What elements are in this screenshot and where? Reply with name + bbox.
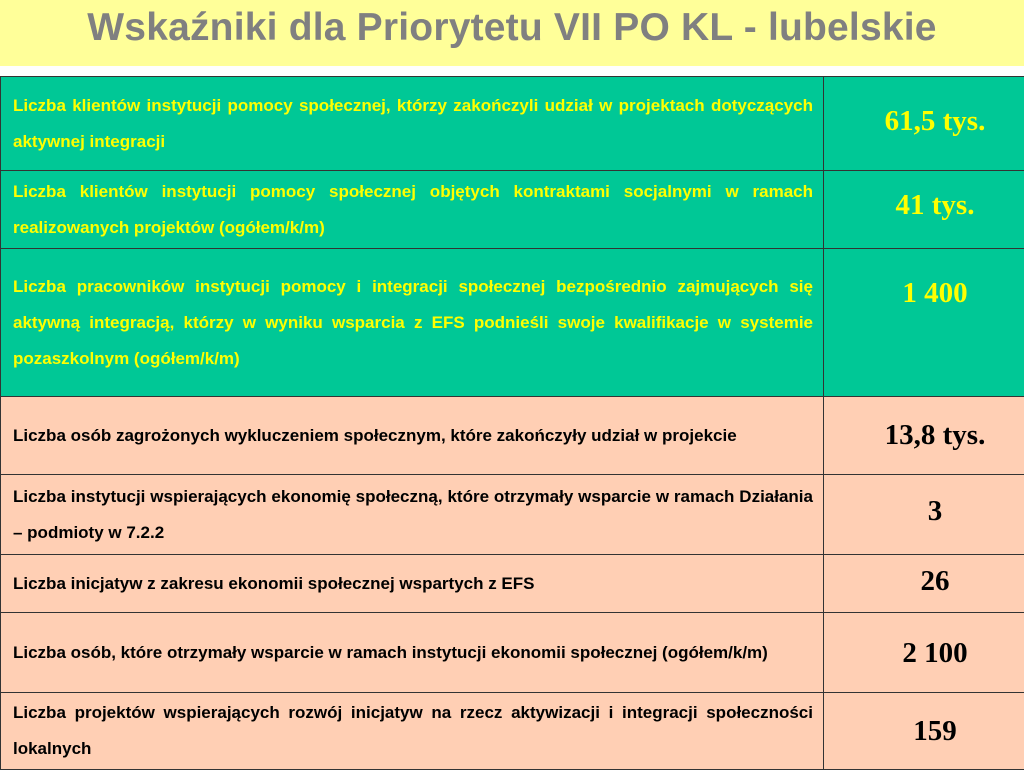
indicator-label: Liczba osób, które otrzymały wsparcie w ramach instytucji ekonomii społecznej (ogółem/k/m) (1, 613, 824, 693)
indicator-label: Liczba osób zagrożonych wykluczeniem społecznym, które zakończyły udział w projekcie (1, 397, 824, 475)
table-row (1, 613, 1024, 693)
indicator-label: Liczba klientów instytucji pomocy społecznej, którzy zakończyli udział w projektach dotyczących aktywnej integracji (1, 77, 824, 171)
indicator-value: 61,5 tys. (824, 77, 1024, 171)
indicator-label: Liczba projektów wspierających rozwój inicjatyw na rzecz aktywizacji i integracji społeczności lokalnych (1, 693, 824, 770)
table-row (1, 171, 1024, 249)
title-bar (0, 0, 1024, 66)
indicator-label: Liczba klientów instytucji pomocy społecznej objętych kontraktami socjalnymi w ramach realizowanych projektów (ogółem/k/m) (1, 171, 824, 249)
indicator-value: 41 tys. (824, 171, 1024, 249)
indicator-value: 26 (824, 555, 1024, 613)
indicator-label: Liczba inicjatyw z zakresu ekonomii społecznej wspartych z EFS (1, 555, 824, 613)
page-title: Wskaźniki dla Priorytetu VII PO KL - lubelskie (0, 6, 1024, 50)
indicator-value: 159 (824, 693, 1024, 770)
indicator-value: 2 100 (824, 613, 1024, 693)
table-row (1, 555, 1024, 613)
indicator-label: Liczba instytucji wspierających ekonomię społeczną, które otrzymały wsparcie w ramach Działania – podmioty w 7.2.2 (1, 475, 824, 555)
indicator-value: 1 400 (824, 249, 1024, 397)
indicators-table (0, 76, 1024, 770)
table-row (1, 693, 1024, 770)
table-row (1, 475, 1024, 555)
indicator-value: 3 (824, 475, 1024, 555)
indicator-value: 13,8 tys. (824, 397, 1024, 475)
indicator-label: Liczba pracowników instytucji pomocy i integracji społecznej bezpośrednio zajmujących się aktywną integracją, którzy w wyniku wsparcia z EFS podnieśli swoje kwalifikacje w systemie pozaszkolnym (ogółem/k/m) (1, 249, 824, 397)
table-row (1, 249, 1024, 397)
table-row (1, 397, 1024, 475)
table-row (1, 77, 1024, 171)
